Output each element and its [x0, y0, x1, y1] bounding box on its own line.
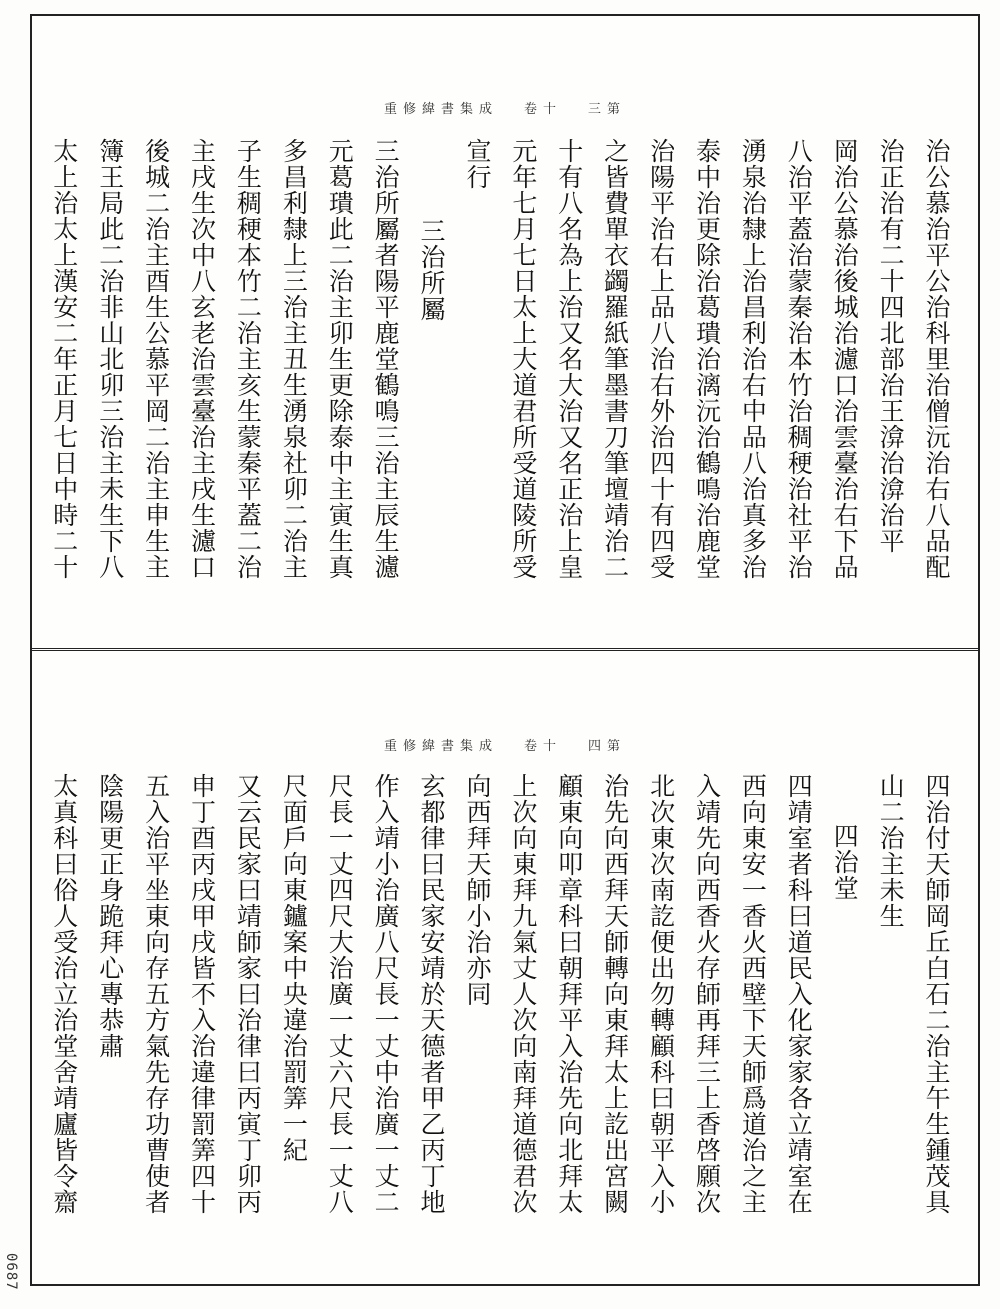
text-column: 太上治太上漢安二年正月七日中時二十 [49, 138, 79, 580]
bottom-header-page: 四第 [588, 739, 627, 754]
text-column: 治先向西拜天師轉向東拜太上訖出宮闕 [600, 773, 630, 1215]
bottom-panel [32, 657, 978, 1284]
bottom-header-volume: 卷十 [523, 739, 562, 754]
page-number: 0687 [3, 1253, 19, 1291]
text-column: 泰中治更除治葛璝治漓沅治鶴鳴治鹿堂 [692, 138, 722, 580]
top-header-title: 重修緯書集成 [383, 102, 498, 117]
text-column: 湧泉治隸上治昌利治右中品八治真多治 [738, 138, 768, 580]
text-column: 陰陽更正身跪拜心專恭肅 [95, 773, 125, 1059]
text-column: 多昌利隸上三治主丑生湧泉社卯二治主 [279, 138, 309, 580]
text-column: 入靖先向西香火存師再拜三上香啓願次 [692, 773, 722, 1215]
text-column: 元年七月七日太上大道君所受道陵所受 [508, 138, 538, 580]
text-column: 治公慕治平公治科里治僧沅治右八品配 [922, 138, 951, 580]
text-column: 又云民家曰靖師家曰治律曰丙寅丁卯丙 [233, 773, 263, 1215]
text-column: 顧東向叩章科曰朝拜平入治先向北拜太 [554, 773, 584, 1215]
section-heading: 四治堂 [830, 823, 860, 901]
scan-page [30, 14, 980, 1286]
top-header-page: 三第 [588, 102, 627, 117]
top-header-volume: 卷十 [523, 102, 562, 117]
text-column: 山二治主未生 [876, 773, 906, 929]
text-column: 主戌生次中八玄老治雲臺治主戌生濾口 [187, 138, 217, 580]
text-column: 作入靖小治廣八尺長一丈中治廣一丈二 [371, 773, 401, 1215]
section-heading: 三治所屬 [417, 218, 447, 322]
bottom-header-title: 重修緯書集成 [383, 739, 498, 754]
text-column: 子生稠稉本竹二治主亥生蒙秦平蓋二治 [233, 138, 263, 580]
top-panel [32, 16, 978, 651]
text-column: 向西拜天師小治亦同 [462, 773, 492, 1007]
text-column: 之皆費單衣蠲羅紙筆墨書刀筆壇靖治二 [600, 138, 630, 580]
bottom-text-columns [46, 773, 964, 1274]
text-column: 四靖室者科曰道民入化家家各立靖室在 [784, 773, 814, 1215]
text-column: 治陽平治右上品八治右外治四十有四受 [646, 138, 676, 580]
text-column: 申丁酉丙戌甲戌皆不入治違律罰筭四十 [187, 773, 217, 1215]
text-column: 治正治有二十四北部治王渰治渰治平 [876, 138, 906, 554]
text-column: 四治付天師岡丘白石二治主午生鍾茂具 [922, 773, 951, 1215]
text-column: 十有八名為上治又名大治又名正治上皇 [554, 138, 584, 580]
text-column: 簿王局此二治非山北卯三治主未生下八 [95, 138, 125, 580]
text-column: 西向東安一香火西壁下天師爲道治之主 [738, 773, 768, 1215]
text-column: 宣行 [462, 138, 492, 190]
text-column: 八治平蓋治蒙秦治本竹治稠稉治社平治 [784, 138, 814, 580]
text-column: 玄都律曰民家安靖於天德者甲乙丙丁地 [417, 773, 447, 1215]
text-column: 岡治公慕治後城治濾口治雲臺治右下品 [830, 138, 860, 580]
text-column: 尺面戶向東鑪案中央違治罰筭一紀 [279, 773, 309, 1163]
text-column: 北次東次南訖便出勿轉顧科曰朝平入小 [646, 773, 676, 1215]
text-column: 五入治平坐東向存五方氣先存功曹使者 [141, 773, 171, 1215]
top-running-header [32, 98, 978, 117]
top-text-columns [46, 138, 964, 634]
text-column: 三治所屬者陽平鹿堂鶴鳴三治主辰生濾 [371, 138, 401, 580]
text-column: 元葛璝此二治主卯生更除泰中主寅生真 [325, 138, 355, 580]
text-column: 尺長一丈四尺大治廣一丈六尺長一丈八 [325, 773, 355, 1215]
bottom-running-header [32, 735, 978, 754]
text-column: 太真科曰俗人受治立治堂舍靖廬皆令齋 [49, 773, 79, 1215]
text-column: 上次向東拜九氣丈人次向南拜道德君次 [508, 773, 538, 1215]
text-column: 後城二治主酉生公慕平岡二治主申生主 [141, 138, 171, 580]
